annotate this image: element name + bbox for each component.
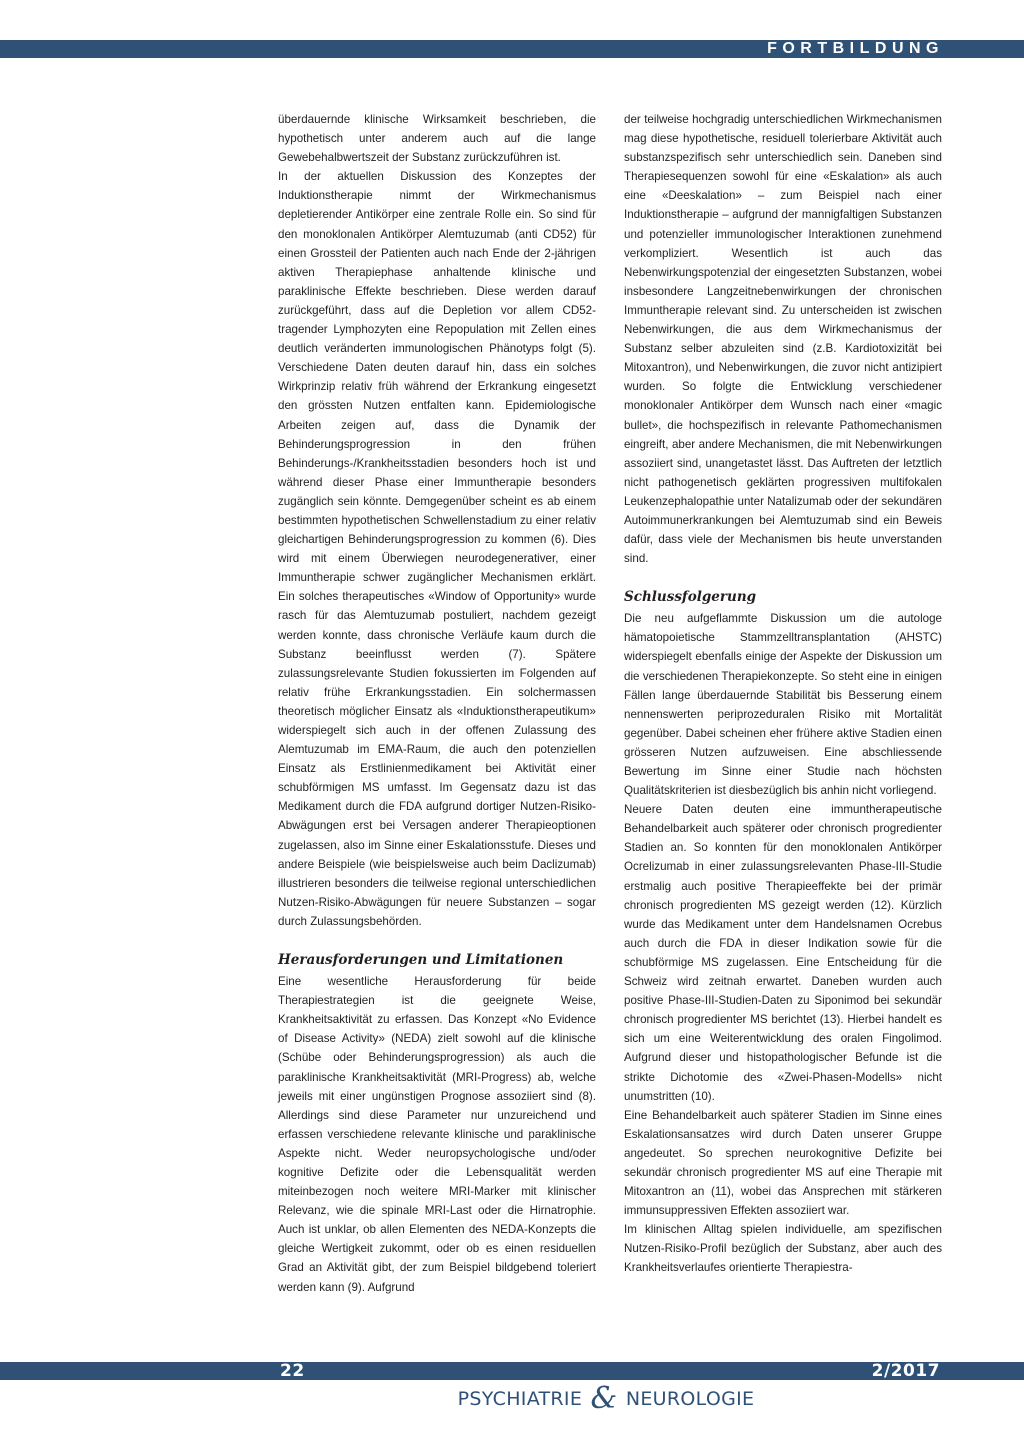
right-column: [624, 110, 942, 1278]
journal-name-left: PSYCHIATRIE: [457, 1388, 583, 1410]
issue-number: 2/2017: [871, 1361, 940, 1381]
journal-logo: [0, 1378, 1024, 1416]
paragraph: In der aktuellen Diskussion des Konzeptes der Induktionstherapie nimmt der Wirkmechanismus depletierender Antikörper eine zentrale Rolle ein. So sind für den monoklonalen Antikörper Alemtuzumab (anti CD52) für einen Grossteil der Patienten auch nach Ende der 2-jährigen aktiven Therapiephase anhaltende klinische und paraklinische Effekte beschrieben. Diese werden darauf zurückgeführt, dass auf die Depletion vor allem CD52-tragender Lymphozyten eine Repopulation mit Zellen eines deutlich veränderten immunologischen Phänotyps folgt (5). Verschiedene Daten deuten darauf hin, dass ein solches Wirkprinzip relativ früh während der Erkrankung eingesetzt den grössten Nutzen entfalten kann. Epidemiologische Arbeiten zeigen auf, dass die Dynamik der Behinderungsprogression in den frühen Behinderungs-/Krankheitsstadien besonders hoch ist und während dieser Phase einer Immuntherapie besonders zugänglich sein könnte. Demgegenüber scheint es ab einem bestimmten hypothetischen Schwellenstadium zu einer relativ gleichartigen Behinderungsprogression zu kommen (6). Dies wird mit einem Überwiegen neurodegenerativer, einer Immuntherapie schwer zugänglicher Mechanismen erklärt. Ein solches therapeutisches «Window of Opportunity» wurde rasch für das Alemtuzumab postuliert, nachdem gezeigt werden konnte, dass chronische Verläufe kaum durch die Substanz beeinflusst werden (7). Spätere zulassungsrelevante Studien fokussierten im Folgenden auf relativ frühe Erkrankungsstadien. Ein solchermassen theoretisch möglicher Einsatz als «Induktionstherapeutikum» widerspiegelt sich auch in der offenen Zulassung des Alemtuzumab im EMA-Raum, die auch den potenziellen Einsatz als Erstlinienmedikament bei Aktivität einer schubförmigen MS umfasst. Im Gegensatz dazu ist das Medikament durch die FDA aufgrund dortiger Nutzen-Risiko-Abwägungen erst bei Versagen anderer Therapieoptionen zugelassen, also im Sinne einer Eskalationsstufe. Dieses und andere Beispiele (wie beispielsweise auch beim Daclizumab) illustrieren besonders die teilweise regional unterschiedlichen Nutzen-Risiko-Abwägungen für neuere Substanzen – sogar durch Zulassungsbehörden.: [278, 170, 596, 928]
paragraph: Im klinischen Alltag spielen individuelle, am spezifischen Nutzen-Risiko-Profil bezüglich der Substanz, aber auch des Krankheitsverlaufes orientierte Therapiestra-: [624, 1223, 942, 1275]
section-label: FORTBILDUNG: [767, 40, 944, 57]
paragraph: Eine wesentliche Herausforderung für beide Therapiestrategien ist die geeignete Weise, Krankheitsaktivität zu erfassen. Das Konzept «No Evidence of Disease Activity» (NEDA) zielt sowohl auf die klinische (Schübe oder Behinderungsprogression) als auch die paraklinische Krankheitsaktivität (MRI-Progress) ab, welche jeweils mit einer ungünstigen Prognose assoziiert sind (8). Allerdings sind diese Parameter nur unzureichend und erfassen verschiedene relevante klinische und paraklinische Aspekte nicht. Weder neuropsychologische und/oder kognitive Defizite oder die Lebensqualität werden miteinbezogen noch weitere MRI-Marker mit klinischer Relevanz, wie die spinale MRI-Last oder die Hirnatrophie. Auch ist unklar, ob allen Elementen des NEDA-Konzepts die gleiche Wertigkeit zukommt, oder ob es einen residuellen Grad an Aktivität gibt, der zum Beispiel bildgebend toleriert werden kann (9). Aufgrund: [278, 975, 596, 1294]
left-column: [278, 110, 596, 1297]
paragraph: Eine Behandelbarkeit auch späterer Stadien im Sinne eines Eskalationsansatzes wird durch Daten unserer Gruppe angedeutet. So sprechen neurokognitive Defizite bei sekundär chronisch progredienter MS auf eine Therapie mit Mitoxantron an (11), wobei das Ansprechen mit stärkeren immunsuppressiven Effekten assoziiert war.: [624, 1108, 942, 1218]
journal-ampersand: &: [590, 1381, 618, 1416]
page-number: 22: [280, 1361, 305, 1381]
paragraph: Die neu aufgeflammte Diskussion um die autologe hämatopoietische Stammzelltransplantation (AHSTC) widerspiegelt ebenfalls einige der Aspekte der Diskussion um die verschiedenen Therapiekonzepte. So steht eine in einigen Fällen lange überdauernde Stabilität bis Besserung einem nennenswerten periprozeduralen Risiko mit Mortalität gegenüber. Dabei scheinen eher frühere aktive Stadien einen grösseren Nutzen aufzuweisen. Eine abschliessende Bewertung im Sinne einer Studie nach höchsten Qualitätskriterien ist diesbezüglich bis anhin nicht vorliegend.: [624, 612, 942, 798]
section-heading: Herausforderungen und Limitationen: [278, 952, 564, 969]
paragraph: der teilweise hochgradig unterschiedlichen Wirkmechanismen mag diese hypothetische, residuell tolerierbare Aktivität auch substanzspezifisch sehr unterschiedlich sein. Daneben sind Therapiesequenzen sowohl für eine «Eskalation» als auch eine «Deeskalation» – zum Beispiel nach einer Induktionstherapie – aufgrund der mannigfaltigen Substanzen und potenzieller immunologischer Interaktionen zunehmend verkompliziert. Wesentlich ist auch das Nebenwirkungspotenzial der eingesetzten Substanzen, wobei insbesondere Langzeitnebenwirkungen der chronischen Immuntherapie relevant sind. Zu unterscheiden ist zwischen Nebenwirkungen, die aus dem Wirkmechanismus der Substanz selber abzuleiten sind (z.B. Kardiotoxizität bei Mitoxantron), und Nebenwirkungen, die zuvor nicht antizipiert wurden. So folgte die Entwicklung verschiedener monoklonaler Antikörper dem Wunsch nach einer «magic bullet», die hochspezifisch in relevante Pathomechanismen eingreift, aber andere Mechanismen, die mit Nebenwirkungen assoziiert sind, unangetastet lässt. Das Auftreten der letztlich nicht pathogenetisch geklärten progressiven multifokalen Leukenzephalopathie unter Natalizumab oder der sekundären Autoimmunerkrankungen bei Alemtuzumab sind ein Beweis dafür, dass viele der Mechanismen bis heute unverstanden sind.: [624, 113, 942, 566]
header-bar: [0, 40, 1024, 58]
journal-name-right: NEUROLOGIE: [625, 1388, 755, 1410]
section-heading: Schlussfolgerung: [624, 589, 757, 606]
paragraph: überdauernde klinische Wirksamkeit beschrieben, die hypothetisch unter anderem auch auf die lange Gewebehalbwertszeit der Substanz zurückzuführen ist.: [278, 113, 596, 165]
paragraph: Neuere Daten deuten eine immuntherapeutische Behandelbarkeit auch späterer oder chronisch progredienter Stadien an. So konnten für den monoklonalen Antikörper Ocrelizumab in einer zulassungsrelevanten Phase-III-Studie erstmalig auch positive Therapieeffekte bei der primär chronisch progredienten MS gezeigt werden (12). Kürzlich wurde das Medikament unter dem Handelsnamen Ocrebus auch durch die FDA in dieser Indikation sowie für die schubförmige MS zugelassen. Eine Entscheidung für die Schweiz wird zeitnah erwartet. Daneben wurden auch positive Phase-III-Studien-Daten zu Siponimod bei sekundär chronisch progredienter MS berichtet (13). Hierbei handelt es sich um eine Weiterentwicklung des oralen Fingolimod. Aufgrund dieser und histopathologischer Befunde ist die strikte Dichotomie des «Zwei-Phasen-Modells» nicht unumstritten (10).: [624, 803, 942, 1103]
